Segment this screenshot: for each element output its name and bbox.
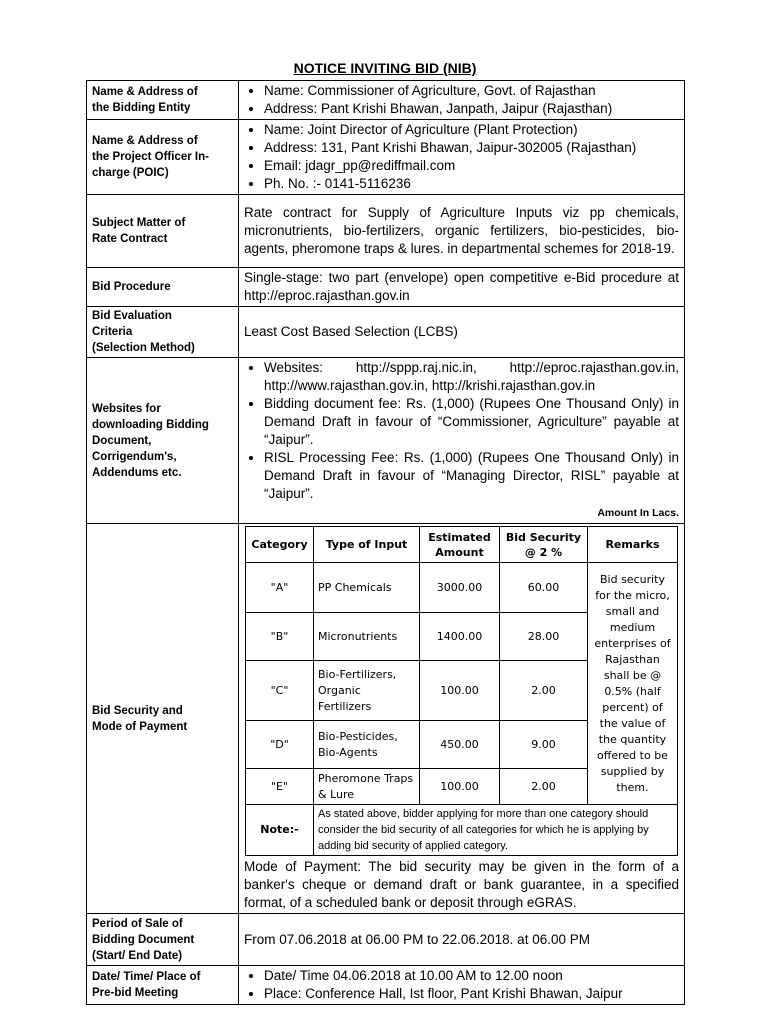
header-estimated-amount: Estimated Amount — [420, 527, 500, 563]
value-bid-security — [239, 524, 685, 914]
row-bid-security — [87, 524, 685, 914]
cell-remarks: Bid security for the micro, small and medium enterprises of Rajasthan shall be @ 0.5% (half percent) of the value of the quantity offered to be supplied by them. — [588, 563, 678, 805]
cell-type-of-input: PP Chemicals — [314, 563, 420, 613]
row-websites — [87, 358, 685, 524]
label-prebid-meeting: Date/ Time/ Place of Pre-bid Meeting — [87, 966, 239, 1005]
mode-of-payment: Mode of Payment: The bid security may be given in the form of a banker's cheque or demand draft or bank guarantee, in a specified format, of a scheduled bank or deposit through eGRAS. — [244, 859, 679, 910]
cell-type-of-input: Pheromone Traps & Lure — [314, 769, 420, 805]
header-remarks: Remarks — [588, 527, 678, 563]
label-bid-procedure: Bid Procedure — [87, 268, 239, 307]
note-text: As stated above, bidder applying for more than one category should consider the bid security of all categories for which he is applying by adding bid security of applied category. — [314, 805, 678, 856]
cell-estimated-amount: 100.00 — [420, 661, 500, 721]
row-evaluation — [87, 307, 685, 358]
value-websites — [239, 358, 685, 524]
cell-estimated-amount: 100.00 — [420, 769, 500, 805]
nib-table — [86, 80, 685, 1005]
prebid-place: • Place: Conference Hall, Ist floor, Pant Krishi Bhawan, Jaipur — [264, 985, 679, 1003]
table-row — [246, 563, 678, 613]
cell-estimated-amount: 1400.00 — [420, 613, 500, 661]
note-label: Note:- — [246, 805, 314, 856]
websites-list: • Websites: http://sppp.raj.nic.in, http://eproc.rajasthan.gov.in, http://www.rajasthan.gov.in, http://krishi.rajasthan.gov.in — [264, 359, 679, 395]
bid-security-table — [245, 526, 678, 856]
cell-bid-security: 28.00 — [500, 613, 588, 661]
row-prebid-meeting — [87, 966, 685, 1005]
bidding-document-fee: • Bidding document fee: Rs. (1,000) (Rupees One Thousand Only) in Demand Draft in favour of “Commissioner, Agriculture” payable at “Jaipur”. — [264, 395, 679, 449]
value-sale-period: From 07.06.2018 at 06.00 PM to 22.06.2018. at 06.00 PM — [239, 914, 685, 966]
value-bid-procedure: Single-stage: two part (envelope) open competitive e-Bid procedure at http://eproc.rajasthan.gov.in — [239, 268, 685, 307]
cell-estimated-amount: 3000.00 — [420, 563, 500, 613]
risl-processing-fee: • RISL Processing Fee: Rs. (1,000) (Rupees One Thousand Only) in Demand Draft in favour of “Managing Director, RISL” payable at “Jaipur”. — [264, 449, 679, 503]
row-sale-period — [87, 914, 685, 966]
poic-address: • Address: 131, Pant Krishi Bhawan, Jaipur-302005 (Rajasthan) — [264, 139, 679, 157]
poic-name: • Name: Joint Director of Agriculture (Plant Protection) — [264, 121, 679, 139]
label-evaluation: Bid Evaluation Criteria (Selection Method) — [87, 307, 239, 358]
header-bid-security: Bid Security @ 2 % — [500, 527, 588, 563]
value-evaluation: Least Cost Based Selection (LCBS) — [239, 307, 685, 358]
cell-type-of-input: Bio-Fertilizers, Organic Fertilizers — [314, 661, 420, 721]
bid-security-header-row — [246, 527, 678, 563]
cell-bid-security: 2.00 — [500, 769, 588, 805]
label-bidding-entity: Name & Address of the Bidding Entity — [87, 81, 239, 120]
row-poic — [87, 120, 685, 195]
row-bidding-entity — [87, 81, 685, 120]
cell-category: "E" — [246, 769, 314, 805]
label-subject: Subject Matter of Rate Contract — [87, 195, 239, 268]
note-row — [246, 805, 678, 856]
entity-name: • Name: Commissioner of Agriculture, Govt. of Rajasthan — [264, 82, 679, 100]
cell-category: "B" — [246, 613, 314, 661]
cell-type-of-input: Micronutrients — [314, 613, 420, 661]
cell-category: "D" — [246, 721, 314, 769]
cell-bid-security: 2.00 — [500, 661, 588, 721]
header-category: Category — [246, 527, 314, 563]
cell-estimated-amount: 450.00 — [420, 721, 500, 769]
label-websites: Websites for downloading Bidding Document, Corrigendum's, Addendums etc. — [87, 358, 239, 524]
row-subject — [87, 195, 685, 268]
poic-phone: • Ph. No. :- 0141-5116236 — [264, 175, 679, 193]
cell-bid-security: 9.00 — [500, 721, 588, 769]
entity-address: • Address: Pant Krishi Bhawan, Janpath, Jaipur (Rajasthan) — [264, 100, 679, 118]
row-bid-procedure — [87, 268, 685, 307]
cell-bid-security: 60.00 — [500, 563, 588, 613]
value-subject: Rate contract for Supply of Agriculture Inputs viz pp chemicals, micronutrients, bio-fertilizers, organic fertilizers, bio-pesticides, bio-agents, pheromone traps & lures. in departmental schemes for 2018-19. — [239, 195, 685, 268]
cell-category: "C" — [246, 661, 314, 721]
label-bid-security: Bid Security and Mode of Payment — [87, 524, 239, 914]
value-prebid-meeting — [239, 966, 685, 1005]
value-poic — [239, 120, 685, 195]
prebid-datetime: • Date/ Time 04.06.2018 at 10.00 AM to 12.00 noon — [264, 967, 679, 985]
page-title: NOTICE INVITING BID (NIB) — [293, 60, 477, 76]
header-type-of-input: Type of Input — [314, 527, 420, 563]
value-bidding-entity — [239, 81, 685, 120]
amount-unit-note: Amount In Lacs. — [597, 507, 679, 519]
label-poic: Name & Address of the Project Officer In- charge (POIC) — [87, 120, 239, 195]
label-sale-period: Period of Sale of Bidding Document (Start/ End Date) — [87, 914, 239, 966]
cell-type-of-input: Bio-Pesticides, Bio-Agents — [314, 721, 420, 769]
cell-category: "A" — [246, 563, 314, 613]
poic-email: • Email: jdagr_pp@rediffmail.com — [264, 157, 679, 175]
